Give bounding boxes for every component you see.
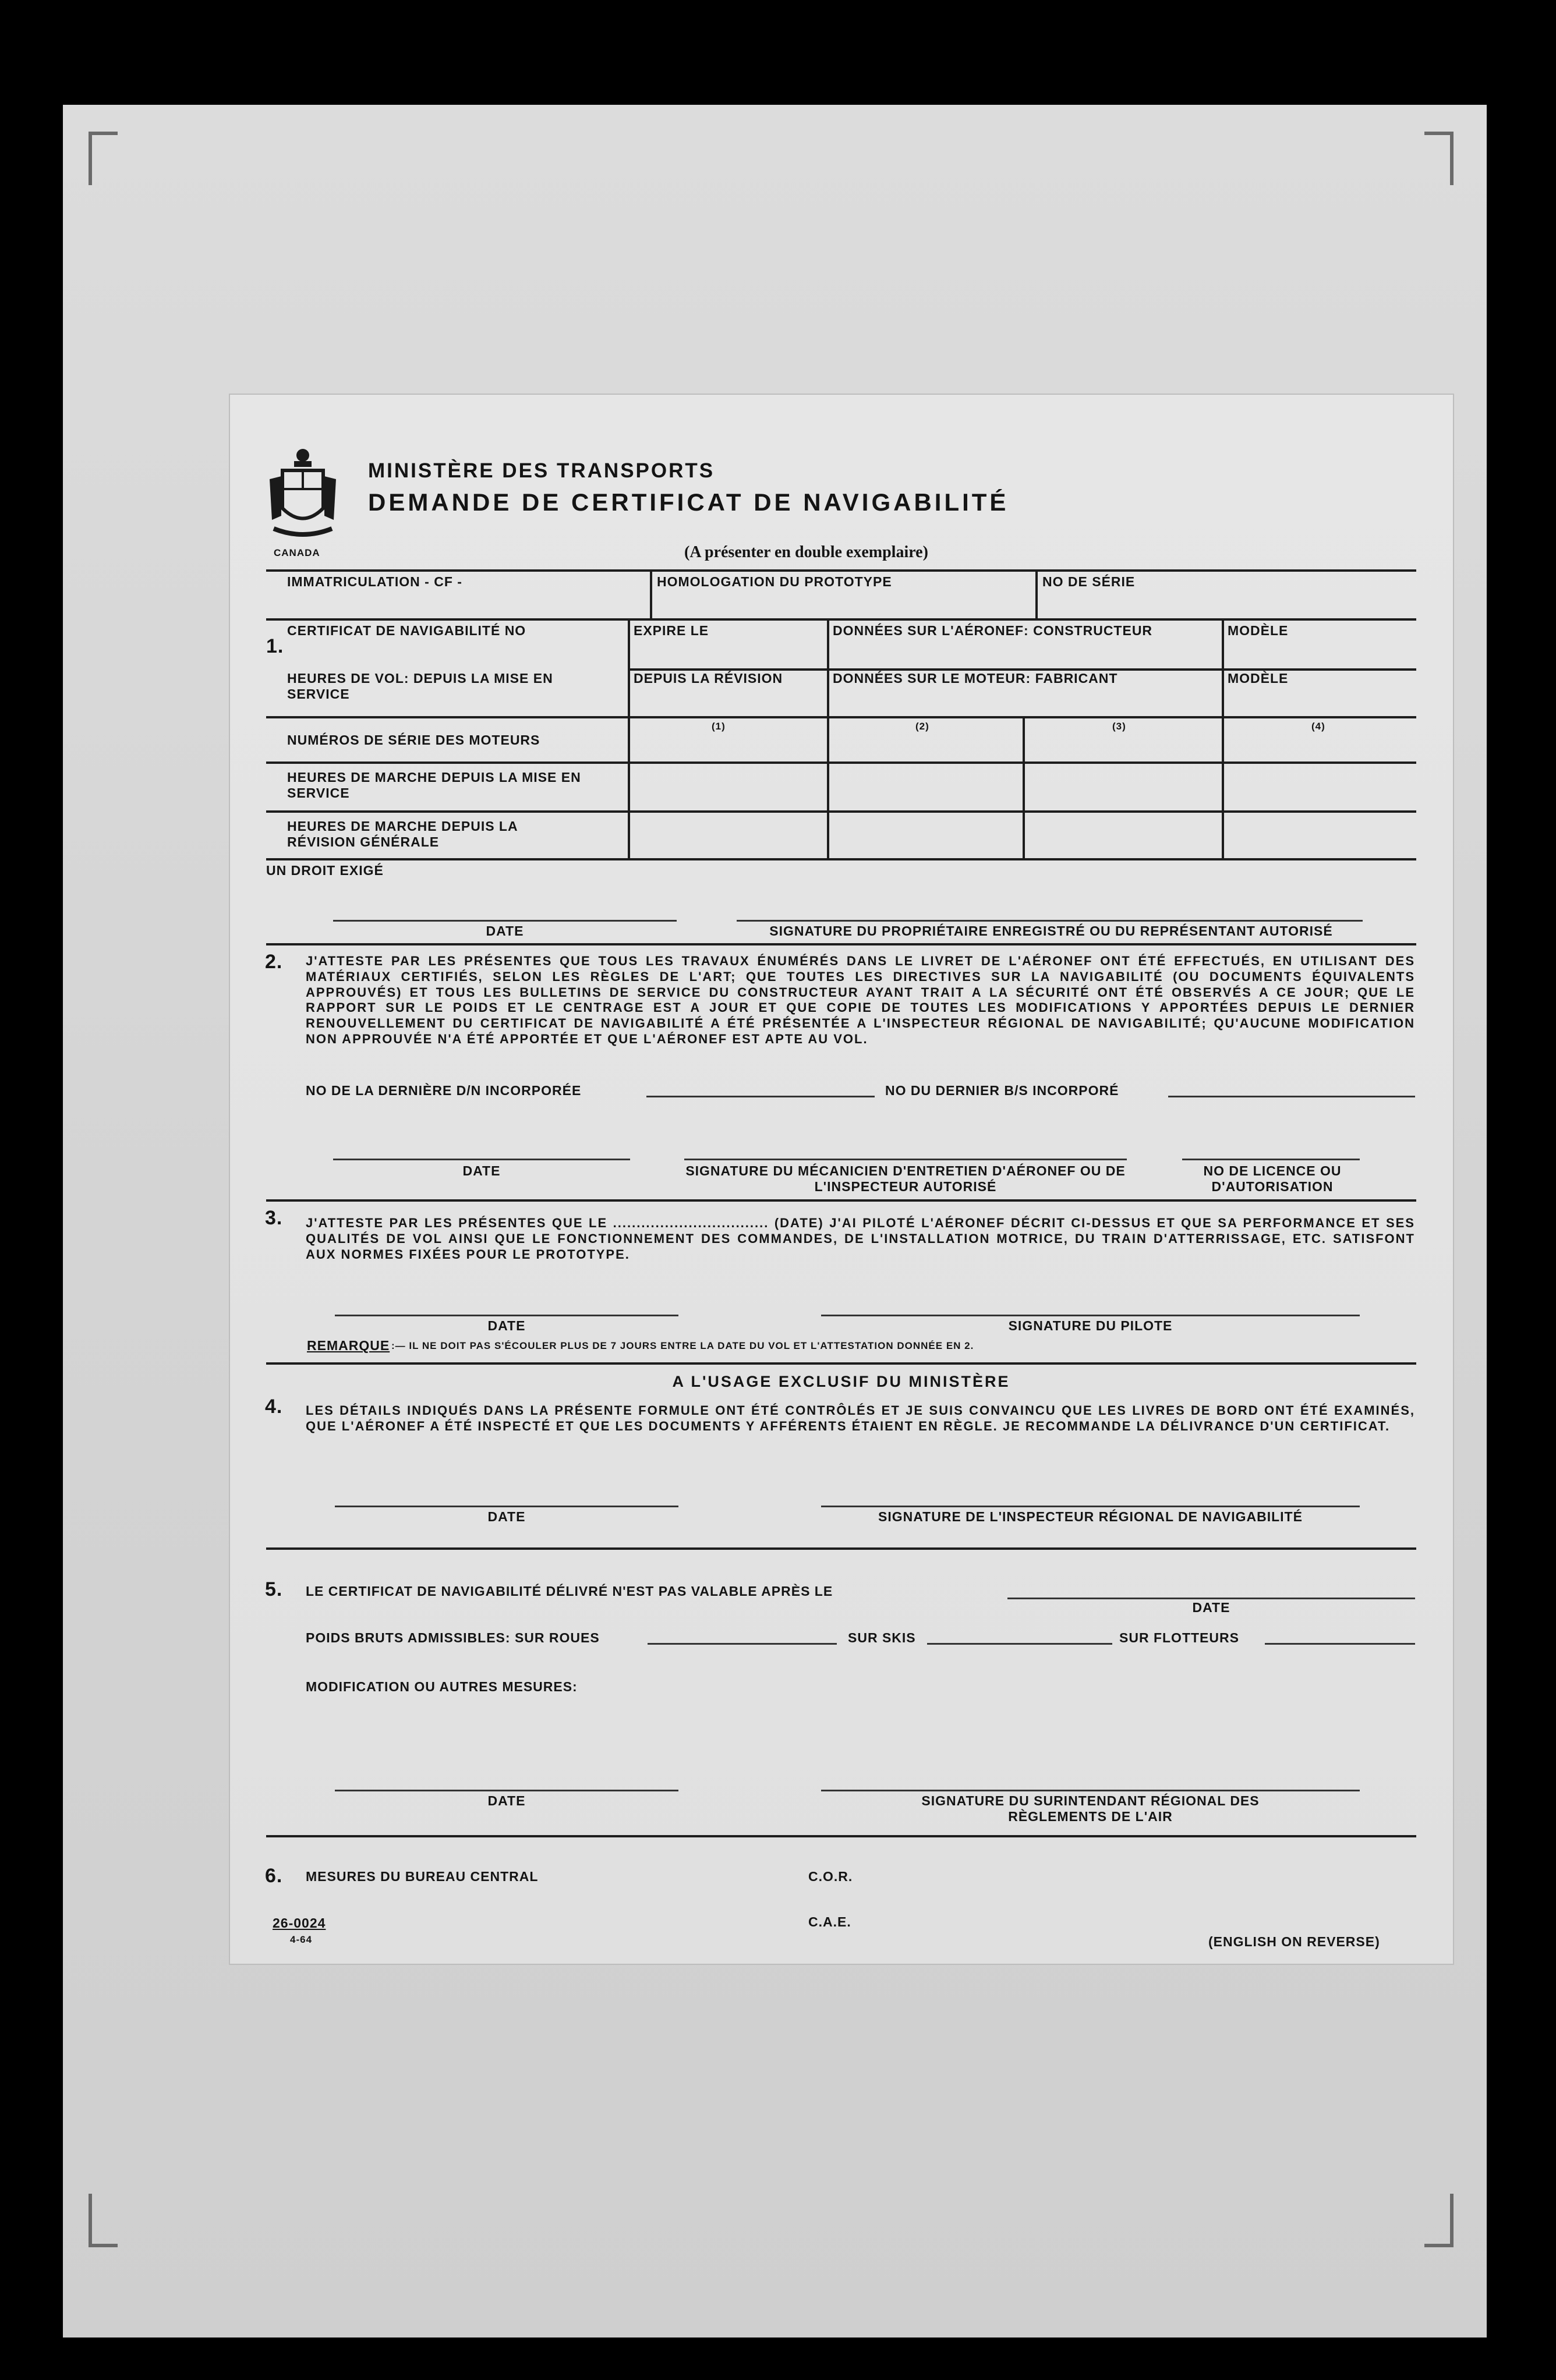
serial-number-label: NO DE SÉRIE [1042,574,1136,589]
engine-col-3: (3) [1112,721,1126,732]
aircraft-data-label: DONNÉES SUR L'AÉRONEF: CONSTRUCTEUR [833,623,1153,638]
model-label-2: MODÈLE [1228,671,1289,686]
section-1-number: 1. [266,635,284,657]
registration-label: IMMATRICULATION - CF - [287,574,462,589]
engine-col-1: (1) [712,721,726,732]
ministry-name: MINISTÈRE DES TRANSPORTS [368,459,715,482]
flight-hours-label: HEURES DE VOL: DEPUIS LA MISE EN SERVICE [287,671,553,702]
section-2-number: 2. [265,951,283,973]
pilot-signature-label: SIGNATURE DU PILOTE [1008,1318,1173,1333]
crop-mark-top-left [89,132,118,185]
validity-date-label: DATE [1192,1600,1230,1615]
last-bs-label: NO DU DERNIER B/S INCORPORÉ [885,1083,1119,1098]
type-approval-label: HOMOLOGATION DU PROTOTYPE [657,574,892,589]
fee-label: UN DROIT EXIGÉ [266,863,384,878]
mechanic-date-label: DATE [462,1163,501,1178]
owner-date-label: DATE [486,923,524,938]
engine-col-4: (4) [1311,721,1325,732]
central-office-label: MESURES DU BUREAU CENTRAL [306,1869,539,1884]
owner-signature-label: SIGNATURE DU PROPRIÉTAIRE ENREGISTRÉ OU DU REPRÉSENTANT AUTORISÉ [769,923,1333,938]
engine-data-label: DONNÉES SUR LE MOTEUR: FABRICANT [833,671,1118,686]
remark-label: REMARQUE [307,1338,390,1353]
section-4-number: 4. [265,1396,283,1418]
expires-label: EXPIRE LE [634,623,709,638]
pilot-date-label: DATE [487,1318,526,1333]
crop-mark-top-right [1424,132,1454,185]
hours-since-overhaul-label: HEURES DE MARCHE DEPUIS LA RÉVISION GÉNÉRALE [287,819,518,850]
hours-since-service-label: HEURES DE MARCHE DEPUIS LA MISE EN SERVICE [287,770,581,801]
superintendent-signature-label: SIGNATURE DU SURINTENDANT RÉGIONAL DES RÈGLEMENTS DE L'AIR [921,1793,1260,1825]
form-date: 4-64 [290,1934,313,1945]
section-5-number: 5. [265,1578,283,1600]
superintendent-date-label: DATE [487,1793,526,1808]
last-dn-label: NO DE LA DERNIÈRE D/N INCORPORÉE [306,1083,582,1098]
section-3-statement: J'ATTESTE PAR LES PRÉSENTES QUE LE ................................. (DATE) J'AI PILOTÉ L'AÉRONEF DÉCRIT CI-DESSUS ET QUE SA PERFORMANCE ET SES QUALITÉS DE VOL AINSI QUE LE FONCTIONNEMENT DES COMMANDES, DE L'INSTALLATION MOTRICE, DU TRAIN D'ATTERRISSAGE, ETC. SATISFONT AUX NORMES FIXÉES POUR LE PROTOTYPE. [306,1216,1415,1262]
cor-label: C.O.R. [808,1869,853,1884]
ministry-use-heading: A L'USAGE EXCLUSIF DU MINISTÈRE [672,1373,1010,1390]
english-on-reverse-note: (ENGLISH ON REVERSE) [1208,1934,1380,1949]
form-subtitle: (A présenter en double exemplaire) [684,543,928,561]
section-4-statement: LES DÉTAILS INDIQUÉS DANS LA PRÉSENTE FORMULE ONT ÉTÉ CONTRÔLÉS ET JE SUIS CONVAINCU QUE LES LIVRES DE BORD ONT ÉTÉ EXAMINÉS, QUE L'AÉRONEF A ÉTÉ INSPECTÉ ET QUE LES DOCUMENTS Y AFFÉRENTS ÉTAIENT EN RÈGLE. JE RECOMMANDE LA DÉLIVRANCE D'UN CERTIFICAT. [306,1403,1415,1433]
remark-text: :— IL NE DOIT PAS S'ÉCOULER PLUS DE 7 JOURS ENTRE LA DATE DU VOL ET L'ATTESTATION DONNÉE EN 2. [391,1340,974,1351]
crop-mark-bottom-left [89,2194,118,2247]
skis-label: SUR SKIS [848,1630,916,1645]
engine-col-2: (2) [915,721,929,732]
since-overhaul-label: DEPUIS LA RÉVISION [634,671,783,686]
mechanic-signature-label: SIGNATURE DU MÉCANICIEN D'ENTRETIEN D'AÉRONEF OU DE L'INSPECTEUR AUTORISÉ [685,1163,1126,1195]
validity-label: LE CERTIFICAT DE NAVIGABILITÉ DÉLIVRÉ N'EST PAS VALABLE APRÈS LE [306,1584,833,1599]
engine-serials-label: NUMÉROS DE SÉRIE DES MOTEURS [287,732,540,748]
gross-weights-label: POIDS BRUTS ADMISSIBLES: SUR ROUES [306,1630,600,1645]
section-6-number: 6. [265,1865,283,1887]
model-label: MODÈLE [1228,623,1289,638]
certificate-number-label: CERTIFICAT DE NAVIGABILITÉ NO [287,623,526,638]
canada-coat-of-arms-icon [265,447,341,546]
cae-label: C.A.E. [808,1914,851,1929]
section-2-statement: J'ATTESTE PAR LES PRÉSENTES QUE TOUS LES TRAVAUX ÉNUMÉRÉS DANS LE LIVRET DE L'AÉRONEF ONT ÉTÉ EFFECTUÉS, EN UTILISANT DES MATÉRIAUX CERTIFIÉS, SELON LES RÈGLES DE L'ART; QUE TOUTES LES DIRECTIVES SUR LA NAVIGABILITÉ (OU DOCUMENTS ÉQUIVALENTS APPROUVÉS) ET TOUS LES BULLETINS DE SERVICE DU CONSTRUCTEUR AYANT TRAIT A LA SÉCURITÉ ONT ÉTÉ OBSERVÉS A CE JOUR; QUE LE RAPPORT SUR LE POIDS ET LE CENTRAGE EST A JOUR ET QUE COPIE DE TOUTES LES MODIFICATIONS Y APPORTÉES DEPUIS LE DERNIER RENOUVELLEMENT DU CERTIFICAT DE NAVIGABILITÉ A ÉTÉ PRÉSENTÉE A L'INSPECTEUR RÉGIONAL DE NAVIGABILITÉ; QU'AUCUNE MODIFICATION NON APPROUVÉE N'A ÉTÉ APPORTÉE ET QUE L'AÉRONEF EST APTE AU VOL. [306,954,1415,1047]
modification-label: MODIFICATION OU AUTRES MESURES: [306,1679,578,1694]
inspector-date-label: DATE [487,1509,526,1524]
licence-number-label: NO DE LICENCE OU D'AUTORISATION [1203,1163,1342,1195]
inspector-signature-label: SIGNATURE DE L'INSPECTEUR RÉGIONAL DE NAVIGABILITÉ [878,1509,1303,1524]
form-number: 26-0024 [273,1915,326,1931]
section-3-number: 3. [265,1207,283,1229]
form-title: DEMANDE DE CERTIFICAT DE NAVIGABILITÉ [368,488,1009,516]
country-label: CANADA [274,547,320,558]
floats-label: SUR FLOTTEURS [1119,1630,1239,1645]
crop-mark-bottom-right [1424,2194,1454,2247]
